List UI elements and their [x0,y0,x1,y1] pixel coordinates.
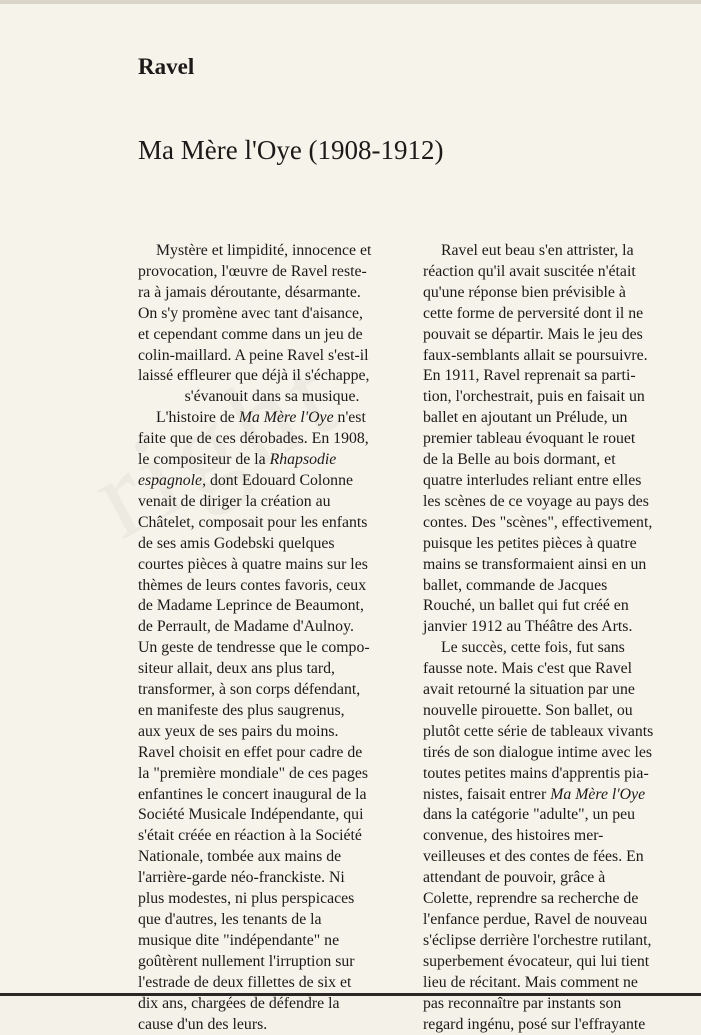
text-line: le compositeur de la Rhapsodie [138,451,337,469]
text-line: ballet en ajoutant un Prélude, un [423,409,628,427]
work-title: Ma Mère l'Oye (1908-1912) [138,135,444,165]
text-line: nistes, faisait entrer Ma Mère l'Oye [423,785,646,803]
text-line: premier tableau évoquant le rouet [423,430,636,448]
text-line: goûtèrent nullement l'irruption sur [138,952,355,970]
text-line: cause d'un des leurs. [138,1015,268,1033]
text-line: convenue, des histoires mer- [423,827,604,845]
composer-heading: Ravel [138,54,195,79]
text-line: s'évanouit dans sa musique. [184,388,360,406]
text-line: musique dite "indépendante" ne [138,931,340,949]
text-line: thèmes de leurs contes favoris, ceux [138,576,367,594]
text-line: mains se transformaient ainsi en un [423,555,647,573]
text-line: les scènes de ce voyage au pays des [423,492,649,510]
text-line: enfantines le concert inaugural de la [138,785,367,803]
text-line: En 1911, Ravel reprenait sa parti- [423,367,636,385]
text-line: ballet, commande de Jacques [423,576,608,594]
text-line: pouvait se départir. Mais le jeu des [423,325,643,343]
text-line: nouvelle pirouette. Son ballet, ou [423,701,633,719]
text-line: Un geste de tendresse que le compo- [138,639,370,657]
text-line: qu'une réponse bien prévisible à [423,283,626,301]
text-line: ra à jamais déroutante, désarmante. [138,283,361,301]
text-line: s'était créée en réaction à la Société [138,827,362,845]
text-line: faux-semblants allait se poursuivre. [423,346,648,364]
text-line: veilleuses et des contes de fées. En [423,848,644,866]
text-line: Ravel choisit en effet pour cadre de [138,743,363,761]
text-line: de la Belle au bois dormant, et [423,451,616,469]
text-line: l'enfance perdue, Ravel de nouveau [423,911,648,928]
text-line: en manifeste des plus saugrenus, [138,701,345,719]
text-line: provocation, l'œuvre de Ravel reste- [138,262,367,280]
text-line: plutôt cette série de tableaux vivants [423,722,654,740]
text-line: toutes petites mains d'apprentis pia- [423,764,649,782]
text-line: Châtelet, composait pour les enfants [138,513,368,531]
text-line: Société Musicale Indépendante, qui [138,806,364,824]
text-line: Colette, reprendre sa recherche de [423,890,639,908]
text-line: aux yeux de ses pairs du moins. [138,722,339,740]
text-line: Nationale, tombée aux mains de [138,848,342,866]
text-line: superbement évocateur, qui lui tient [423,952,650,970]
text-line: s'éclipse derrière l'orchestre rutilant, [423,931,652,949]
text-line: janvier 1912 au Théâtre des Arts. [423,618,633,636]
text-line: contes. Des "scènes", effectivement, [423,513,653,531]
text-line: l'arrière-garde néo-franckiste. Ni [138,869,345,887]
text-line: l'estrade de deux fillettes de six et [138,973,352,991]
text-line: plus modestes, ni plus perspicaces [138,890,355,908]
text-line: tirés de son dialogue intime avec les [423,743,652,761]
text-line: regard ingénu, posé sur l'effrayante [423,1015,646,1033]
text-line: Mystère et limpidité, innocence et [156,242,372,259]
text-line: Ravel eut beau s'en attrister, la [441,242,634,259]
text-line: siteur allait, deux ans plus tard, [138,660,335,678]
text-line: attendant de pouvoir, grâce à [423,869,606,887]
text-column-right [423,241,693,1035]
text-line: fausse note. Mais c'est que Ravel [423,660,633,678]
text-line: colin-maillard. A peine Ravel s'est-il [138,346,369,364]
text-line: espagnole, dont Edouard Colonne [138,471,353,489]
text-line: de ses amis Godebski quelques [138,534,335,552]
text-line: dans la catégorie "adulte", un peu [423,806,636,824]
text-line: L'histoire de Ma Mère l'Oye n'est [156,409,366,427]
text-line: venait de diriger la création au [138,492,331,510]
text-line: tion, l'orchestrait, puis en faisait un [423,388,645,406]
text-line: de Madame Leprince de Beaumont, [138,597,364,615]
text-line: quatre interludes reliant entre elles [423,471,642,489]
text-column-left [138,241,406,1035]
text-line: courtes pièces à quatre mains sur les [138,555,368,573]
text-line: et cependant comme dans un jeu de [138,325,363,343]
text-line: dix ans, chargées de défendre la [138,994,340,1012]
text-line: lieu de récitant. Mais comment ne [423,973,638,991]
text-line: On s'y promène avec tant d'aisance, [138,304,364,322]
text-line: faite que de ces dérobades. En 1908, [138,430,369,448]
text-line: Rouché, un ballet qui fut créé en [423,597,629,615]
text-line: la "première mondiale" de ces pages [138,764,369,782]
text-line: puisque les petites pièces à quatre [423,534,637,552]
text-line: avait retourné la situation par une [423,681,635,699]
text-line: laissé effleurer que déjà il s'échappe, [138,367,370,385]
text-line: pas reconnaître par instants son [423,994,622,1012]
text-line: transformer, à son corps défendant, [138,681,361,699]
text-line: Le succès, cette fois, fut sans [441,639,625,657]
text-line: que d'autres, les tenants de la [138,911,322,928]
text-line: cette forme de perversité dont il ne [423,304,644,322]
text-line: réaction qu'il avait suscitée n'était [423,262,636,280]
text-line: de Perrault, de Madame d'Aulnoy. [138,618,354,636]
